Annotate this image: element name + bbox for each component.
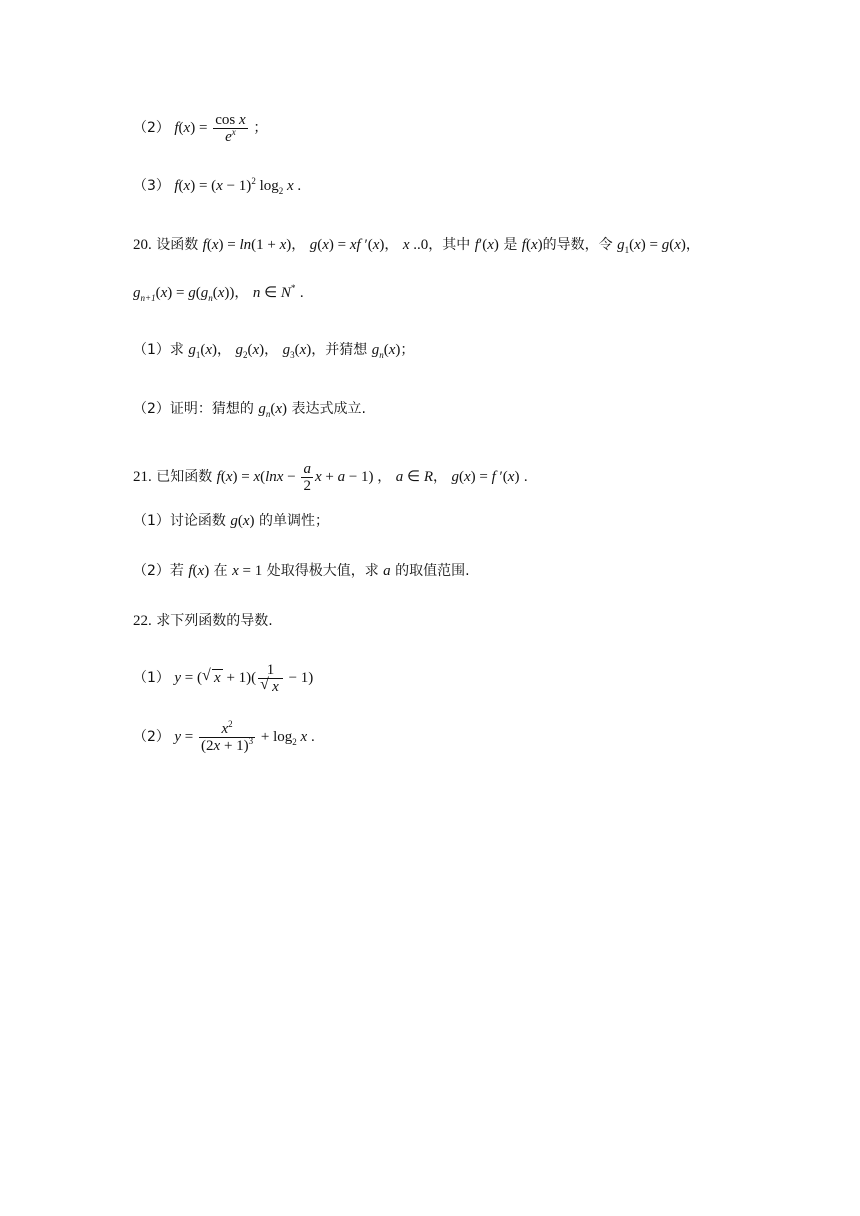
formula-rational-log: y = $\frac{x^2}{(2x + 1)^3}$ + $\log_2 x$ — [174, 719, 308, 754]
question-21-part-1: （1）讨论函数 g(x) 的单调性； — [133, 513, 329, 529]
question-21-line-1: 21. 已知函数 f(x) = x(lnx − $\frac{a}{2}$ x + a − 1) ， a ∈ R， g(x) = f ′(x) . — [133, 461, 528, 494]
formula-sqrt-product: y = ( √ x + 1)( 1 √ x − 1) — [174, 662, 314, 695]
formula-cos-over-exp: f(x) = $\frac{\text{cos x}}{e^x}$ — [174, 112, 246, 145]
formula-g-def: g(x) = xf ′(x) — [309, 237, 385, 253]
question-20-line-1: 20. 设函数 f(x) = ln(1 + x)， g(x) = xf ′(x)， x ..0，其中 f′(x) 是 f(x)的导数，令 $g_1(x) = g(x)$， — [133, 237, 700, 255]
question-22-part-2: （2） y = $\frac{x^2}{(2x + 1)^3}$ + $\log_2 x$ . — [133, 719, 315, 754]
formula-recursion: $g_{n+1}(x) = g(g_n(x))$ — [133, 285, 235, 303]
question-number: 21. — [133, 468, 152, 485]
question-number: 22. — [133, 613, 152, 629]
question-number: 20. — [133, 237, 152, 253]
formula-domain: x ..0 — [402, 237, 429, 253]
problem-19-part-3: （3） $f(x) = (x - 1)^2$ $\log_2 x$ . — [133, 176, 302, 196]
part-label: （2） — [133, 119, 170, 136]
question-20-part-1: （1）求 $g_1(x)$， $g_2(x)$， $g_3(x)$，并猜想 $g_n(x)$； — [133, 342, 415, 360]
question-21-part-2: （2）若 f(x) 在 x = 1 处取得极大值，求 a 的取值范围. — [133, 563, 470, 579]
part-label: （3） — [133, 178, 170, 194]
question-22-title: 22. 求下列函数的导数. — [133, 613, 273, 629]
problem-19-part-2: （2） f(x) = $\frac{\text{cos x}}{e^x}$ ； — [133, 112, 268, 145]
question-20-line-2: $g_{n+1}(x) = g(g_n(x))$， n ∈ N* . — [133, 283, 304, 303]
question-22-part-1: （1） y = ( √ x + 1)( 1 √ x − 1) — [133, 662, 314, 695]
question-20-part-2: （2）证明：猜想的 $g_n(x)$ 表达式成立. — [133, 401, 366, 419]
formula-f-q21: f(x) = x(lnx − $\frac{a}{2}$ x + a − 1) — [216, 461, 378, 494]
formula-log-product: $f(x) = (x - 1)^2$ $\log_2 x$ — [174, 176, 294, 196]
formula-f-def: f(x) = ln(1 + x) — [202, 237, 292, 253]
